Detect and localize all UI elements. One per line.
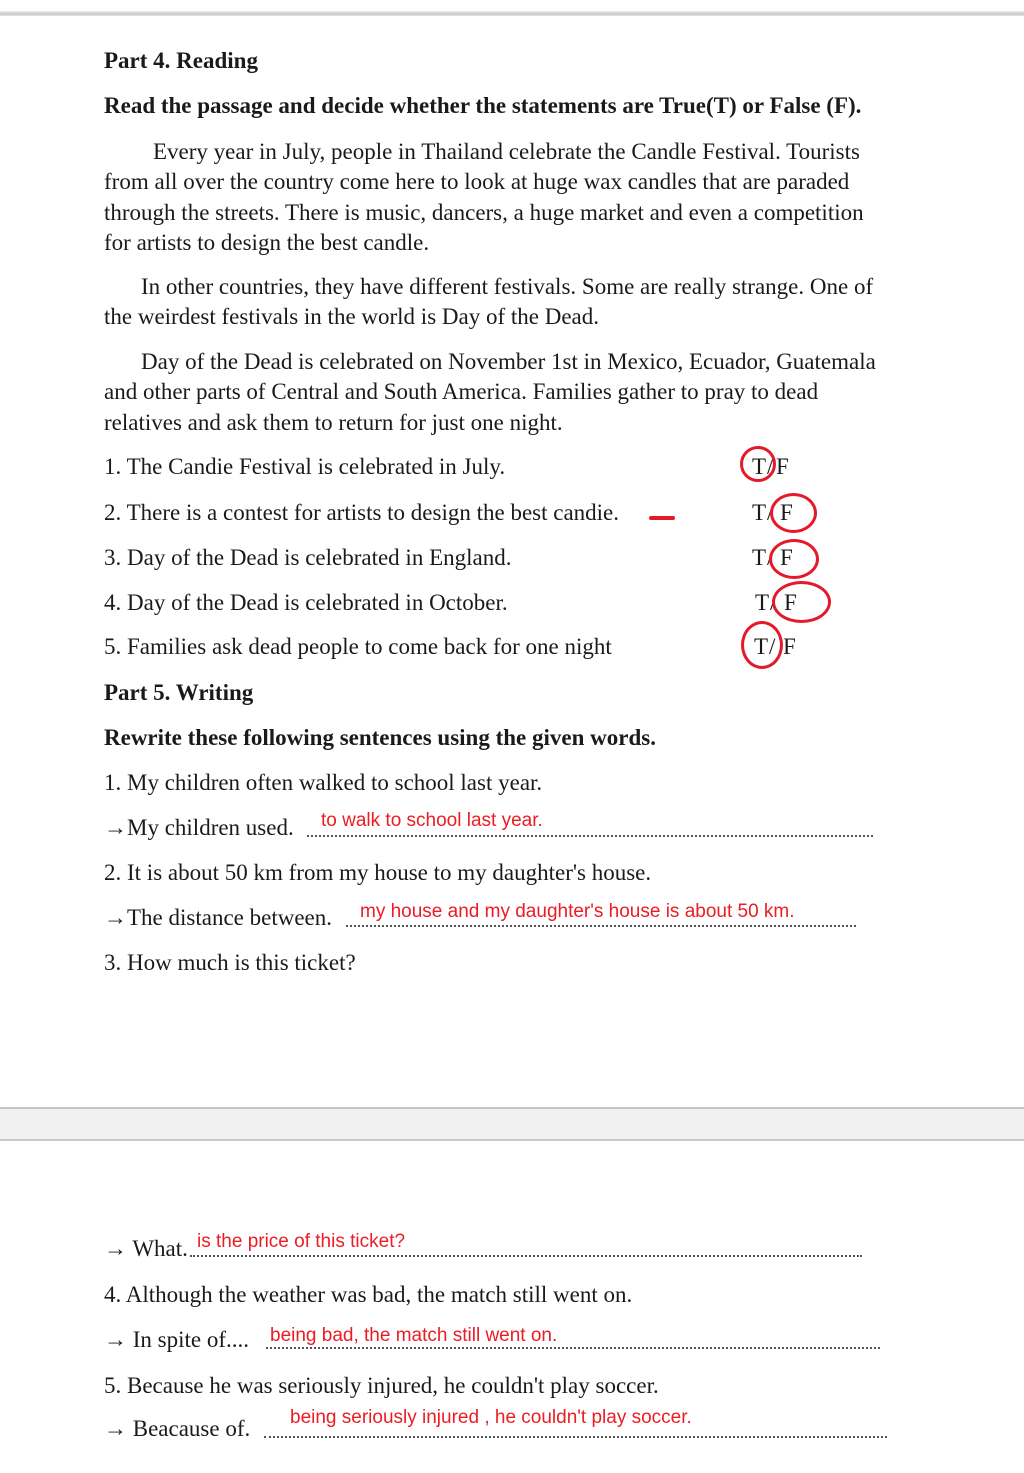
answer-line: [307, 835, 873, 837]
false-option[interactable]: F: [780, 545, 793, 570]
prompt-5: → Beacause of.: [104, 1416, 251, 1441]
tf-separator: /: [770, 590, 777, 615]
passage-line: through the streets. There is music, dancers, a huge market and even a competition: [104, 199, 864, 225]
passage-paragraph-2: [104, 272, 959, 333]
answer-circle: [741, 621, 783, 669]
page-top-edge: [0, 11, 1024, 16]
statement-3: 3. Day of the Dead is celebrated in England.: [104, 545, 512, 570]
passage-line: Every year in July, people in Thailand celebrate the Candle Festival. Tourists: [153, 139, 860, 164]
statement-5: 5. Families ask dead people to come back for one night: [104, 634, 612, 659]
question-1: 1. My children often walked to school last year.: [104, 770, 543, 795]
question-2: 2. It is about 50 km from my house to my daughter's house.: [104, 860, 652, 885]
passage-line: and other parts of Central and South America. Families gather to pray to dead: [104, 379, 819, 405]
true-option[interactable]: T: [755, 590, 770, 615]
answer-line: [190, 1255, 862, 1257]
true-option[interactable]: T: [752, 545, 767, 570]
prompt-1: →My children used.: [104, 815, 294, 840]
answer-circle: [740, 446, 776, 482]
prompt-3: → What.: [104, 1236, 188, 1261]
false-option[interactable]: F: [780, 500, 793, 525]
tf-separator: /: [767, 500, 774, 525]
true-option[interactable]: T: [754, 634, 769, 659]
false-option[interactable]: F: [776, 454, 789, 479]
answer-circle: [769, 539, 819, 579]
red-underline-mark: [649, 516, 675, 520]
passage-line: the weirdest festivals in the world is Day of the Dead.: [104, 304, 600, 330]
false-option[interactable]: F: [784, 590, 797, 615]
answer-circle: [770, 493, 817, 533]
passage-line: relatives and ask them to return for just one night.: [104, 409, 563, 435]
question-4: 4. Although the weather was bad, the match still went on.: [104, 1282, 633, 1307]
question-5: 5. Because he was seriously injured, he couldn't play soccer.: [104, 1373, 659, 1398]
part4-title: Part 4. Reading: [104, 48, 258, 73]
passage-line: for artists to design the best candle.: [104, 229, 430, 255]
answer-2[interactable]: my house and my daughter's house is about 50 km.: [360, 901, 795, 922]
passage-paragraph-3: [104, 347, 959, 438]
passage-line: In other countries, they have different festivals. Some are really strange. One of: [141, 274, 874, 299]
passage-line: from all over the country come here to look at huge wax candles that are paraded: [104, 169, 850, 195]
prompt-4: → In spite of....: [104, 1327, 250, 1352]
answer-3[interactable]: is the price of this ticket?: [197, 1231, 406, 1252]
statement-4: 4. Day of the Dead is celebrated in October.: [104, 590, 508, 615]
answer-line: [266, 1347, 880, 1349]
page-break-band: [0, 1107, 1024, 1141]
answer-line: [264, 1436, 887, 1438]
true-option[interactable]: T: [752, 500, 767, 525]
tf-separator: /: [767, 545, 774, 570]
passage-line: Day of the Dead is celebrated on November 1st in Mexico, Ecuador, Guatemala: [141, 349, 876, 374]
statement-1: 1. The Candie Festival is celebrated in July.: [104, 454, 506, 479]
question-3: 3. How much is this ticket?: [104, 950, 356, 975]
passage-paragraph-1: [104, 137, 959, 258]
answer-circle: [772, 581, 831, 623]
tf-separator: /: [769, 634, 776, 659]
part4-instruction: Read the passage and decide whether the statements are True(T) or False (F).: [104, 93, 862, 118]
tf-separator: /: [767, 454, 774, 479]
answer-1[interactable]: to walk to school last year.: [321, 810, 543, 831]
answer-line: [346, 925, 856, 927]
answer-5[interactable]: being seriously injured , he couldn't play soccer.: [290, 1407, 692, 1428]
part5-title: Part 5. Writing: [104, 680, 254, 705]
answer-4[interactable]: being bad, the match still went on.: [270, 1325, 558, 1346]
part5-instruction: Rewrite these following sentences using the given words.: [104, 725, 656, 750]
false-option[interactable]: F: [783, 634, 796, 659]
prompt-2: →The distance between.: [104, 905, 332, 930]
statement-2: 2. There is a contest for artists to design the best candie.: [104, 500, 620, 525]
true-option[interactable]: T: [752, 454, 767, 479]
